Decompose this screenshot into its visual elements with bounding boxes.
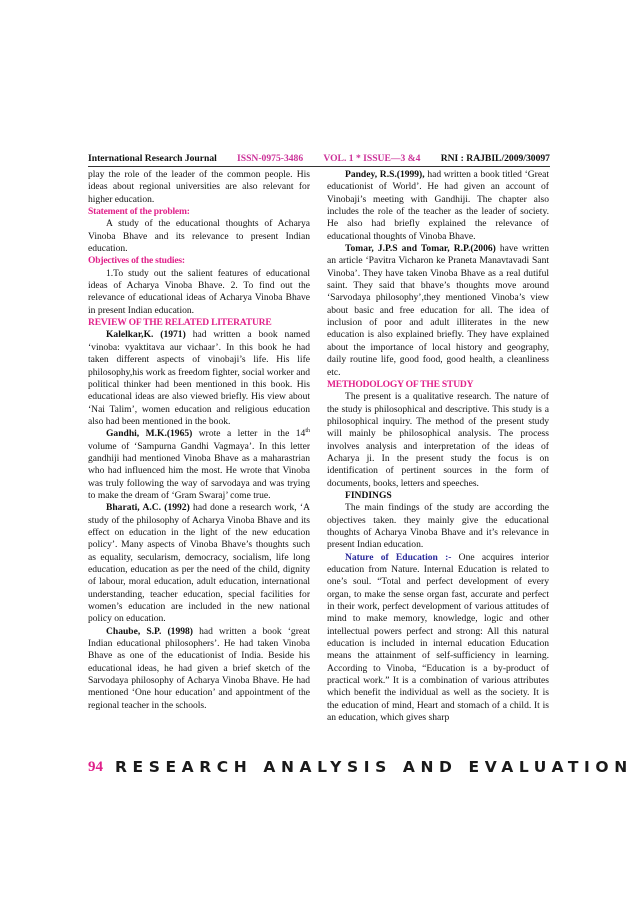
paragraph-nature-of-education [327, 552, 549, 725]
paragraph-gandhi [88, 428, 310, 502]
text-pandey: had written a book titled ‘Great educationist of World’. He had given an account of Vinobaji’s meeting with Gandhiji. The chapter also includes the role of the teacher as the leader of society. He also had briefly explained the relevance of educational thoughts of Vinoba Bhave. [327, 169, 549, 242]
heading-findings: FINDINGS [345, 489, 392, 501]
heading-methodology: METHODOLOGY OF THE STUDY [327, 378, 474, 390]
paragraph-kalelkar [88, 329, 310, 428]
citation-bharati: Bharati, A.C. (1992) [106, 502, 190, 514]
paragraph-objectives: 1.To study out the salient features of educational ideas of Acharya Vinoba Bhave. 2. To find out the relevance of educational ideas of Acharya Vinoba Bhave in present Indian education. [88, 267, 310, 316]
citation-kalelkar: Kalelkar,K. (1971) [106, 329, 186, 341]
page-number: 94 [88, 758, 103, 775]
keyword-nature-of-education: Nature of Education :- [345, 551, 452, 563]
text-nature-of-education: One acquires interior education from Nature. Internal Education is related to one’s soul. “Total and perfect development of every organ, to make the sense organ fast, accurate and perfect in their work, perfect development of various attitudes of mind to make memory, knowledge, logic and other intellectual powers perfect and strong: All this natural education is included in internal education Education means the attainment of self-sufficiency in learning. According to Vinoba, “Education is a by-product of practical work.” It is a combination of various attributes which benefit the individual as well as the society. It is the education of mind, Heart and stomach of a child. It is an education, which gives sharp [327, 551, 549, 724]
paragraph-findings: The main findings of the study are according the objectives taken. they mainly give the educational thoughts of Acharya Vinoba Bhave and it’s relevance in present Indian education. [327, 502, 549, 551]
paragraph-chaube [88, 626, 310, 712]
heading-objectives: Objectives of the studies: [88, 255, 185, 267]
text-chaube: had written a book ‘great Indian educational philosophers’. He had taken Vinoba Bhave as one of the educationist of India. Beside his educational ideas, he had given a brief sketch of the Sarvodaya philosophy of Acharya Vinoba Bhave. He had mentioned ‘One hour education’ and appointment of the regional teacher in the schools. [88, 625, 311, 711]
page-footer [88, 758, 633, 776]
superscript-th: th [305, 428, 310, 435]
paragraph-methodology: The present is a qualitative research. The nature of the study is philosophical and descriptive. This study is a philosophical inquiry. The method of the present study will mainly be philosophical analysis. The process involves analysis and interpretation of the ideas of Acharya ji. In the present study the focus is on identification of pertinent sources in the form of documents, books, letters and speeches. [327, 391, 549, 489]
running-header [88, 153, 550, 164]
journal-name: International Research Journal [88, 153, 217, 164]
issn: ISSN-0975-3486 [237, 153, 304, 164]
citation-tomar: Tomar, J.P.S and Tomar, R.P.(2006) [345, 243, 496, 255]
citation-gandhi: Gandhi, M.K.(1965) [106, 428, 193, 440]
heading-review-literature: REVIEW OF THE RELATED LITERATURE [88, 317, 272, 329]
text-tomar: have written an article ‘Pavitra Vicharon ke Praneta Manavtavadi Sant Vinoba’. They have taken Vinoba Bhave as a real dutiful saint. They said that bhave’s thoughts move around ‘Sarvodaya philosophy’,they mentioned Vinoba’s view about basic and free education for all. The idea of inclusion of poor and adult illiterates in the new education is also explained briefly. They have explained about the importance of local history and geography, daily routine life, good food, good health, a cleanliness etc. [327, 243, 549, 378]
volume-issue: VOL. 1 * ISSUE—3 &4 [323, 153, 421, 164]
paragraph-bharati [88, 502, 310, 625]
text-gandhi-b: volume of ‘Sampurna Gandhi Vagmaya’. In this letter gandhiji had mentioned Vinoba Bhave as a maharastrian who had influenced him the most. He wrote that Vinoba was truly following the way of sarvodaya and was trying to make the dream of ‘Gram Swaraj’ come true. [88, 440, 310, 501]
rni-number: RNI : RAJBIL/2009/30097 [440, 153, 550, 164]
paragraph-statement: A study of the educational thoughts of Acharya Vinoba Bhave and its relevance to present Indian education. [88, 218, 310, 255]
journal-footer-title: RESEARCH ANALYSIS AND EVALUATION [115, 758, 633, 776]
paragraph-pandey [327, 169, 549, 243]
paragraph-tomar [327, 243, 549, 379]
citation-chaube: Chaube, S.P. (1998) [106, 625, 193, 637]
left-column [88, 169, 310, 712]
text-bharati: had done a research work, ‘A study of the philosophy of Acharya Vinoba Bhave and its effect on education in the light of the new education policy’. Many aspects of Vinoba Bhave’s thoughts such as equality, secularism, democracy, socialism, life long education, education as per the need of the child, dignity of labour, moral education, adult education, international understanding, teacher education, special facilities for women’s education are included in the new national policy on education. [88, 502, 310, 625]
header-divider [88, 166, 550, 167]
right-column [327, 169, 549, 724]
text-kalelkar: had written a book named ‘vinoba: vyaktitava aur vichaar’. In this book he had taken different aspects of vinobaji’s life. His life philosophy,his work as freedom fighter, social worker and political thinker had been mentioned in this book. His educational ideas are also viewed briefly. His view about ‘Nai Talim’, women education and religious education also had been mentioned in the book. [88, 329, 310, 427]
heading-statement-of-problem: Statement of the problem: [88, 206, 190, 218]
text-gandhi-a: wrote a letter in the 14 [192, 428, 306, 440]
citation-pandey: Pandey, R.S.(1999), [345, 169, 425, 180]
paragraph-continuation: play the role of the leader of the common people. His ideas about regional universities are also relevant for higher education. [88, 169, 310, 205]
